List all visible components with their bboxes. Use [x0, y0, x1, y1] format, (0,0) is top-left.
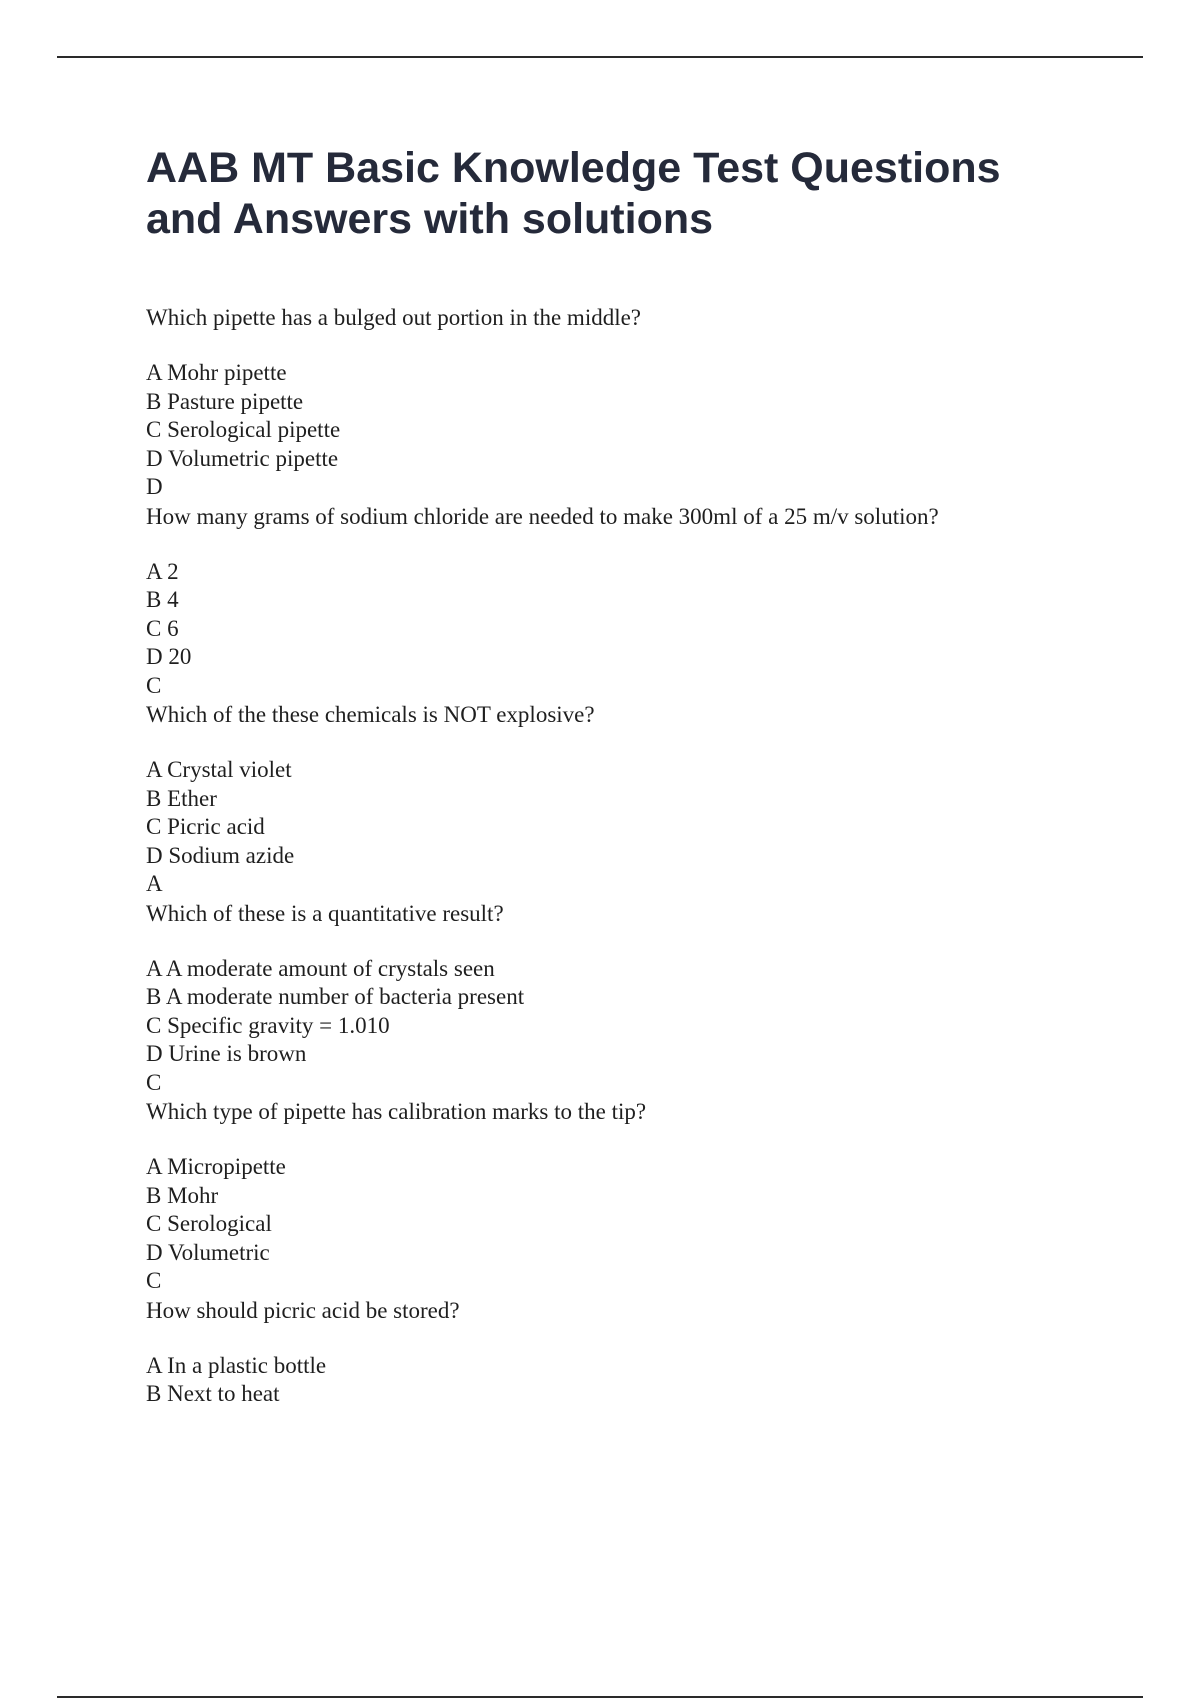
title-line-2: and Answers with solutions [146, 195, 714, 243]
bottom-rule [57, 1696, 1143, 1698]
option-b: B A moderate number of bacteria present [146, 984, 525, 1009]
document-title [146, 143, 1106, 245]
option-list [146, 729, 1106, 870]
option-b: B Pasture pipette [146, 388, 304, 414]
question-block [146, 700, 1106, 899]
option-a: A A moderate amount of crystals seen [146, 955, 495, 981]
option-list [146, 928, 1106, 1069]
option-d: D Volumetric [146, 1239, 270, 1265]
option-a: A In a plastic bottle [146, 1352, 327, 1378]
top-rule [57, 56, 1143, 58]
option-list [146, 1126, 1106, 1267]
question-text: How should picric acid be stored? [146, 1297, 460, 1323]
option-b: B Ether [146, 785, 217, 811]
option-a: A Mohr pipette [146, 360, 287, 385]
answer-text: C [146, 672, 162, 698]
question-list [146, 303, 1106, 1409]
question-text: How many grams of sodium chloride are needed to make 300ml of a 25 m/v solution? [146, 503, 939, 529]
option-b: B Next to heat [146, 1381, 280, 1406]
option-c: C Specific gravity = 1.010 [146, 1012, 390, 1038]
option-c: C Picric acid [146, 814, 265, 839]
question-block [146, 899, 1106, 1098]
answer-text: C [146, 1069, 162, 1095]
option-a: A 2 [146, 558, 179, 584]
question-block [146, 303, 1106, 502]
answer-text: C [146, 1268, 162, 1293]
option-c: C 6 [146, 615, 179, 641]
answer-text: A [146, 871, 163, 896]
option-list [146, 332, 1106, 473]
option-a: A Micropipette [146, 1154, 286, 1179]
question-block [146, 502, 1106, 701]
question-block [146, 1296, 1106, 1409]
option-d: D Volumetric pipette [146, 445, 339, 471]
option-b: B 4 [146, 587, 179, 612]
title-line-1: AAB MT Basic Knowledge Test Questions [146, 144, 1001, 192]
question-text: Which pipette has a bulged out portion in the middle? [146, 305, 642, 330]
option-d: D 20 [146, 644, 192, 669]
question-text: Which of these is a quantitative result? [146, 900, 504, 926]
option-a: A Crystal violet [146, 757, 292, 782]
option-list [146, 531, 1106, 672]
option-list [146, 1325, 1106, 1409]
question-text: Which of the these chemicals is NOT explosive? [146, 702, 595, 727]
option-c: C Serological pipette [146, 417, 341, 442]
option-d: D Sodium azide [146, 842, 295, 868]
option-c: C Serological [146, 1211, 272, 1236]
question-text: Which type of pipette has calibration marks to the tip? [146, 1099, 647, 1124]
question-block [146, 1097, 1106, 1296]
option-d: D Urine is brown [146, 1041, 307, 1066]
option-b: B Mohr [146, 1182, 219, 1208]
answer-text: D [146, 474, 163, 499]
